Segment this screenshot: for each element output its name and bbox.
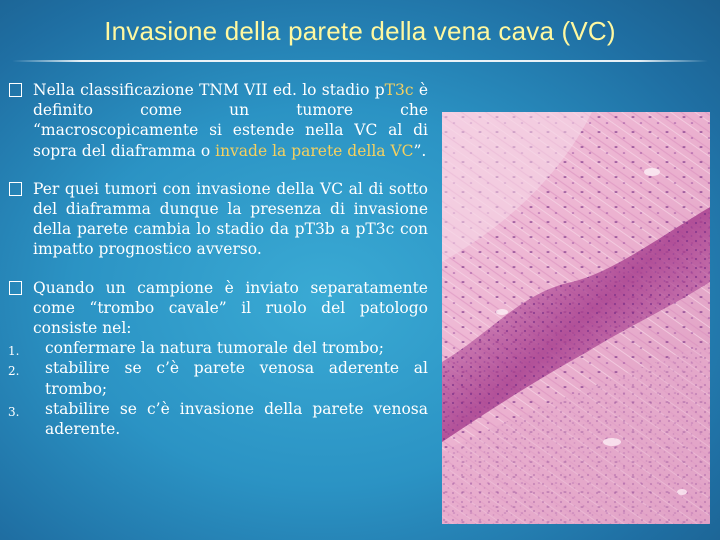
square-bullet-icon (9, 182, 22, 196)
highlight-text: invade la parete della VC (215, 141, 414, 160)
list-number: 3. (8, 404, 20, 419)
list-number: 1. (8, 344, 20, 359)
list-item-text: stabilire se c’è parete venosa aderente al trombo; (45, 359, 428, 398)
bullet-text: Per quei tumori con invasione della VC al di sotto del diaframma dunque la presenza di invasione della parete cambia lo stadio da pT3b a pT3c con impatto prognostico avverso. (33, 179, 428, 259)
square-bullet-icon (9, 281, 22, 295)
slide-body (8, 80, 428, 439)
list-item (8, 338, 428, 358)
slide-title: Invasione della parete della vena cava (VC) (104, 16, 616, 46)
list-number: 2. (8, 364, 20, 379)
bullet-item (8, 278, 428, 339)
histology-image (442, 112, 710, 524)
list-item (8, 358, 428, 398)
bullet-item (8, 80, 428, 161)
title-divider (12, 60, 708, 62)
list-item (8, 399, 428, 439)
bullet-text: Quando un campione è inviato separatamente come “trombo cavale” il ruolo del patologo consiste nel: (33, 278, 428, 338)
square-bullet-icon (9, 83, 22, 97)
bullet-item (8, 179, 428, 260)
numbered-list (8, 338, 428, 439)
highlight-text: T3c (384, 81, 414, 99)
bullet-text: Nella classificazione TNM VII ed. lo stadio pT3c è definito come un tumore che “macroscopicamente si estende nella VC al di sopra del diaframma o invade la parete della VC”. (33, 81, 428, 160)
list-item-text: confermare la natura tumorale del trombo; (45, 339, 384, 358)
histology-micrograph (442, 112, 710, 524)
list-item-text: stabilire se c’è invasione della parete venosa aderente. (45, 399, 428, 439)
